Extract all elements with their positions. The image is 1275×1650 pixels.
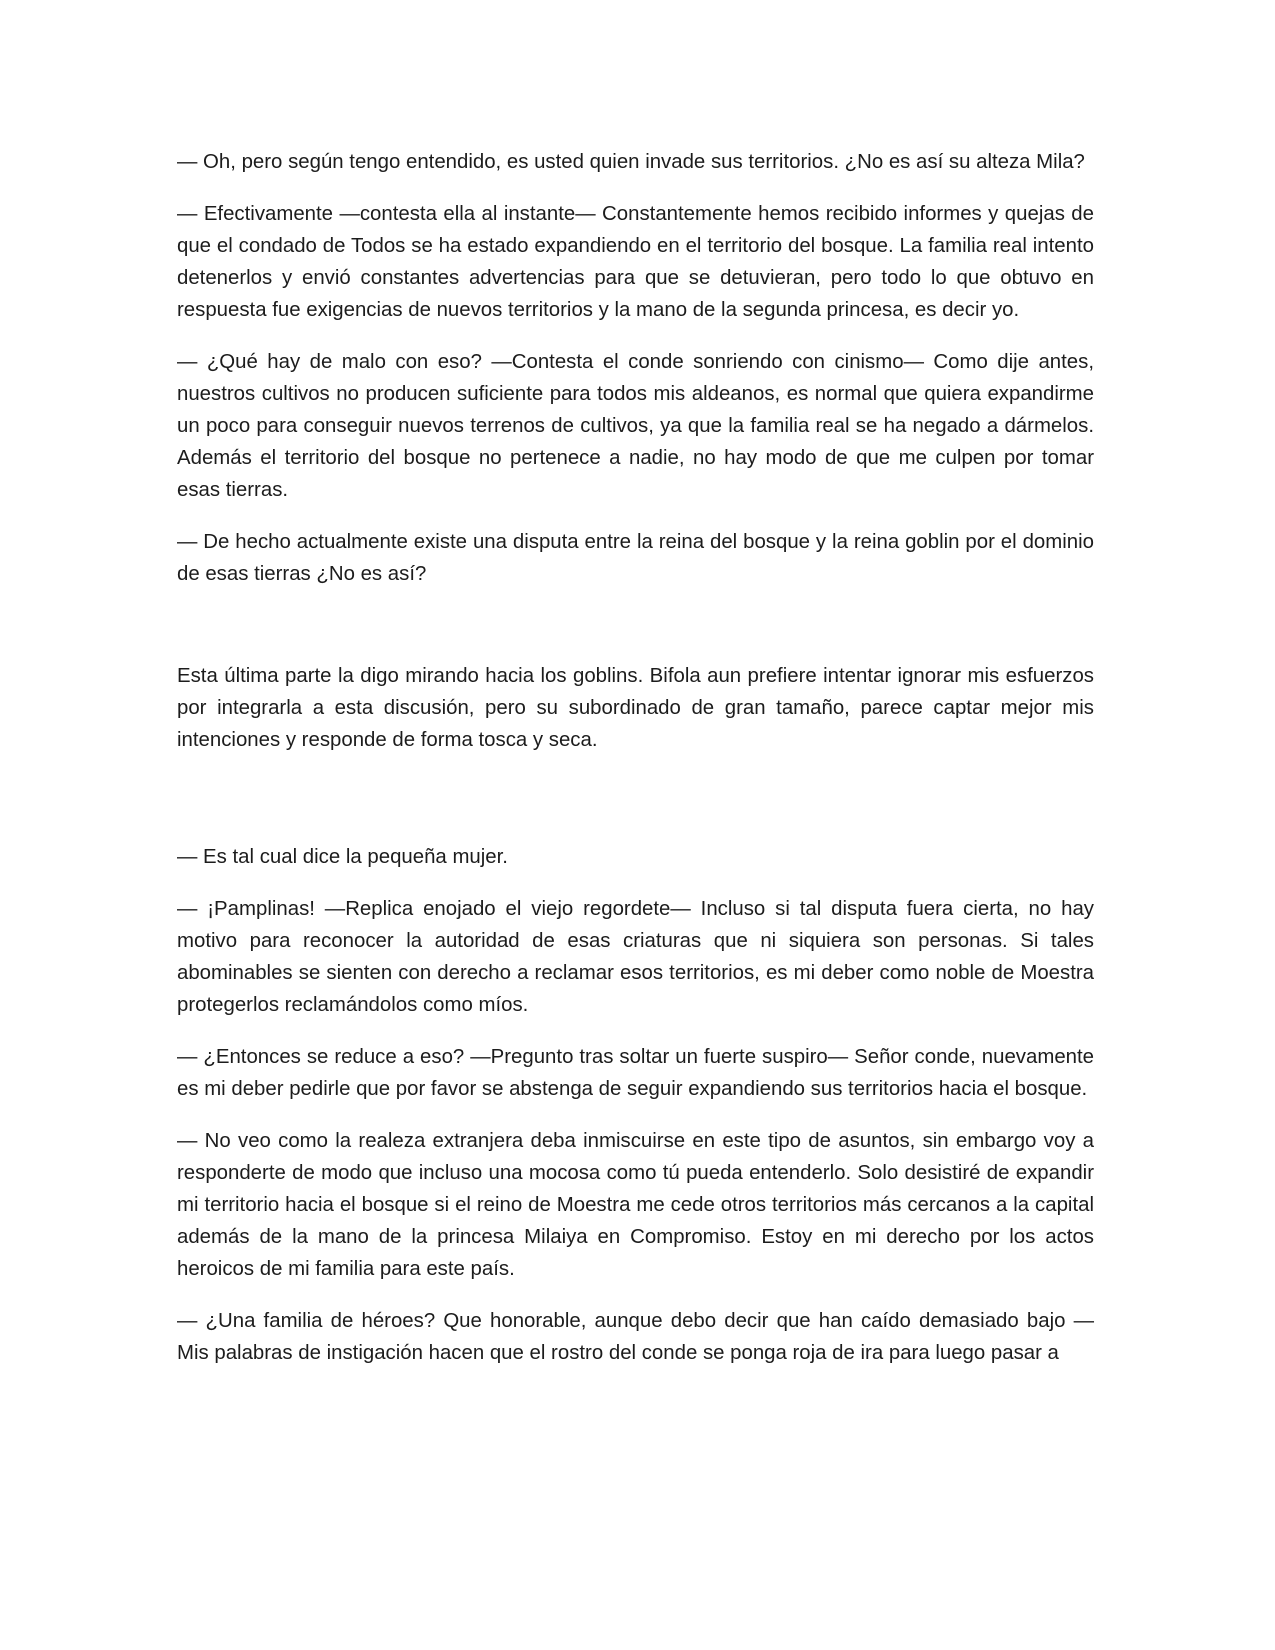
paragraph-8: — ¿Entonces se reduce a eso? —Pregunto tras soltar un fuerte suspiro— Señor conde, nuevamente es mi deber pedirle que por favor se abstenga de seguir expandiendo sus territorios hacia el bosque. xyxy=(177,1046,1094,1100)
document-page xyxy=(177,146,1094,1389)
paragraph-7: — ¡Pamplinas! —Replica enojado el viejo regordete— Incluso si tal disputa fuera cierta, no hay motivo para reconocer la autoridad de esas criaturas que ni siquiera son personas. Si tales abominables se sienten con derecho a reclamar esos territorios, es mi deber como noble de Moestra protegerlos reclamándolos como míos. xyxy=(177,898,1094,1016)
paragraph-6: — Es tal cual dice la pequeña mujer. xyxy=(177,846,508,868)
paragraph-9: — No veo como la realeza extranjera deba inmiscuirse en este tipo de asuntos, sin embargo voy a responderte de modo que incluso una mocosa como tú pueda entenderlo. Solo desistiré de expandir mi territorio hacia el bosque si el reino de Moestra me cede otros territorios más cercanos a la capital además de la mano de la princesa Milaiya en Compromiso. Estoy en mi derecho por los actos heroicos de mi familia para este país. xyxy=(177,1130,1094,1280)
paragraph-10: — ¿Una familia de héroes? Que honorable, aunque debo decir que han caído demasiado bajo — Mis palabras de instigación hacen que el rostro del conde se ponga roja de ira para luego pasar a xyxy=(177,1310,1094,1364)
paragraph-3: — ¿Qué hay de malo con eso? —Contesta el conde sonriendo con cinismo— Como dije antes, nuestros cultivos no producen suficiente para todos mis aldeanos, es normal que quiera expandirme un poco para conseguir nuevos terrenos de cultivos, ya que la familia real se ha negado a dármelos. Además el territorio del bosque no pertenece a nadie, no hay modo de que me culpen por tomar esas tierras. xyxy=(177,351,1094,501)
paragraph-4: — De hecho actualmente existe una disputa entre la reina del bosque y la reina goblin por el dominio de esas tierras ¿No es así? xyxy=(177,531,1094,585)
paragraph-1: — Oh, pero según tengo entendido, es usted quien invade sus territorios. ¿No es así su alteza Mila? xyxy=(177,151,1085,173)
paragraph-2: — Efectivamente —contesta ella al instante— Constantemente hemos recibido informes y quejas de que el condado de Todos se ha estado expandiendo en el territorio del bosque. La familia real intento detenerlos y envió constantes advertencias para que se detuvieran, pero todo lo que obtuvo en respuesta fue exigencias de nuevos territorios y la mano de la segunda princesa, es decir yo. xyxy=(177,203,1094,321)
paragraph-5: Esta última parte la digo mirando hacia los goblins. Bifola aun prefiere intentar ignorar mis esfuerzos por integrarla a esta discusión, pero su subordinado de gran tamaño, parece captar mejor mis intenciones y responde de forma tosca y seca. xyxy=(177,665,1094,751)
